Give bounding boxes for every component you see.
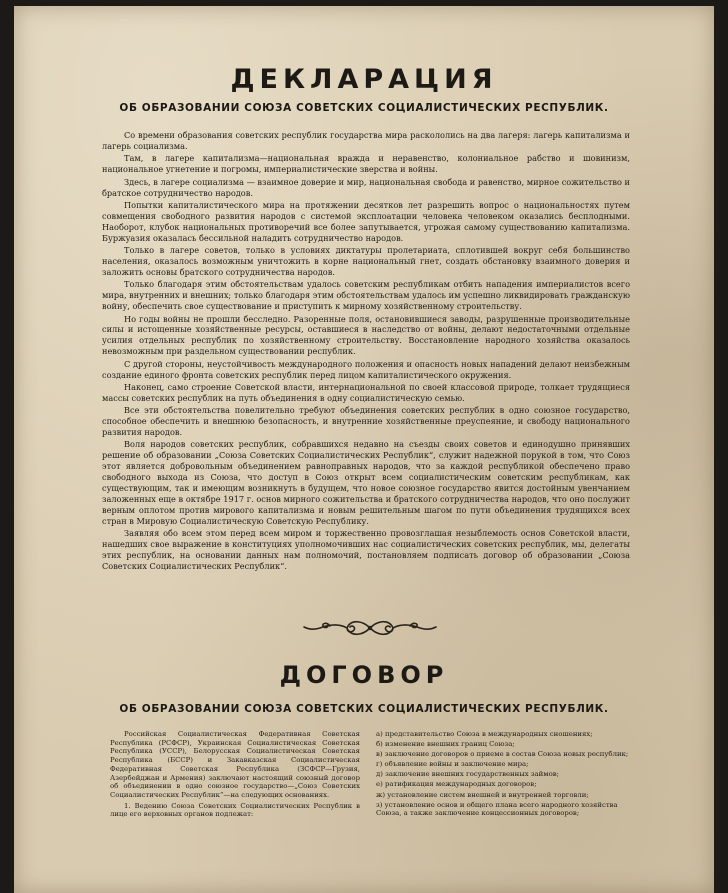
declaration-paragraph: С другой стороны, неустойчивость международного положения и опасность новых нападений делают неизбежным создание единого фронта советских республик перед лицом капиталистического окружения. — [102, 358, 630, 380]
declaration-paragraph: Воля народов советских республик, собравшихся недавно на съезды своих советов и единодушно принявших решение об образовании „Союза Советских Социалистических Республик“, служит надежной порукой в том, что Союз этот является добровольным объединением равноправных народов, что за каждой республикой обеспечено право свободного выхода из Союза, что доступ в Союз открыт всем социалистическим советским республикам, как существующим, так и имеющим возникнуть в будущем, что новое союзное государство явится достойным увенчанием заложенных еще в октябре 1917 г. основ мирного сожительства и братского сотрудничества народов, что оно послужит верным оплотом против мирового капитализма и новым решительным шагом по пути объединения трудящихся всех стран в Мировую Социалистическую Советскую Республику. — [102, 439, 630, 526]
treaty-clause: е) ратификация международных договоров; — [376, 780, 537, 789]
declaration-body — [102, 130, 630, 573]
treaty-subtitle: ОБ ОБРАЗОВАНИИ СОЮЗА СОВЕТСКИХ СОЦИАЛИСТИЧЕСКИХ РЕСПУБЛИК. — [119, 703, 609, 715]
treaty-preamble: Российская Социалистическая Федеративная Советская Республика (РСФСР), Украинская Социалистическая Советская Республика (УССР), Белорусская Социалистическая Советская Республика (БССР) и Закавказская Социалистическая Федеративная Советская Республика (ЗСФСР—Грузия, Азербейджан и Армения) заключают настоящий союзный договор об объединении в одно союзное государство—„Союз Советских Социалистических Республик“—на следующих основаниях. — [110, 730, 360, 799]
declaration-paragraph: Заявляя обо всем этом перед всем миром и торжественно провозглашая незыблемость основ Советской власти, нашедших свое выражение в конституциях уполномочивших нас социалистических советских республик, мы, делегаты этих республик, на основании данных нам полномочий, постановляем подписать договор об образовании „Союза Советских Социалистических Республик“. — [102, 528, 630, 571]
treaty-clause: в) заключение договоров о приеме в состав Союза новых республик; — [376, 750, 629, 759]
declaration-paragraph: Здесь, в лагере социализма — взаимное доверие и мир, национальная свобода и равенство, мирное сожительство и братское сотрудничество народов. — [102, 176, 630, 198]
treaty-left-column — [110, 730, 360, 821]
declaration-paragraph: Со времени образования советских республик государства мира раскололись на два лагеря: лагерь капитализма и лагерь социализма. — [102, 130, 630, 151]
declaration-paragraph: Наконец, само строение Советской власти, интернациональной по своей классовой природе, толкает трудящиеся массы советских республик на путь объединения в одну социалистическую семью. — [102, 381, 630, 403]
declaration-subtitle: ОБ ОБРАЗОВАНИИ СОЮЗА СОВЕТСКИХ СОЦИАЛИСТИЧЕСКИХ РЕСПУБЛИК. — [119, 102, 609, 114]
treaty-clause: б) изменение внешних границ Союза; — [376, 740, 515, 749]
treaty-title: ДОГОВОР — [279, 661, 449, 689]
declaration-paragraph: Все эти обстоятельства повелительно требуют объединения советских республик в одно союзное государство, способное обеспечить и внешнюю безопасность, и внутренние хозяйственные преуспеяние, и свободу национального развития народов. — [102, 405, 630, 438]
declaration-paragraph: Там, в лагере капитализма—национальная вражда и неравенство, колониальное рабство и шовинизм, национальное угнетение и погромы, империалистические зверства и войны. — [102, 153, 630, 175]
treaty-article-1: 1. Ведению Союза Советских Социалистических Республик в лице его верховных органов подлежат: — [110, 801, 360, 819]
treaty-clause: а) представительство Союза в международных сношениях; — [376, 730, 593, 738]
declaration-paragraph: Попытки капиталистического мира на протяжении десятков лет разрешить вопрос о национальностях путем совмещения свободного развития народов с системой эксплоатации человека человеком оказались бесплодными. Наоборот, клубок национальных противоречий все более запутывается, угрожая самому существованию капитализма. Буржуазия оказалась бессильной наладить сотрудничество народов. — [102, 199, 630, 243]
treaty-clause: г) объявление войны и заключение мира; — [376, 760, 529, 769]
declaration-paragraph: Только в лагере советов, только в условиях диктатуры пролетариата, сплотившей вокруг себя большинство населения, оказалось возможным уничтожить в корне национальный гнет, создать обстановку взаимного доверия и заложить основы братского сотрудничества народов. — [102, 245, 630, 277]
declaration-paragraph: Но годы войны не прошли бесследно. Разоренные поля, остановившиеся заводы, разрушенные производительные силы и истощенные хозяйственные ресурсы, оставшиеся в наследство от войны, делают недостаточными отдельные усилия отдельных республик по хозяйственному строительству. Восстановление народного хозяйства оказалось невозможным при раздельном существовании республик. — [102, 313, 630, 357]
treaty-clause: д) заключение внешних государственных займов; — [376, 770, 559, 779]
treaty-clause: ж) установление систем внешней и внутренней торговли; — [376, 790, 589, 799]
document-page — [14, 6, 714, 893]
declaration-paragraph: Только благодаря этим обстоятельствам удалось советским республикам отбить нападения империалистов всего мира, внутренних и внешних; только благодаря этим обстоятельствам удалось им успешно ликвидировать гражданскую войну, обеспечить свое существование и приступить к мирному хозяйственному строительству. — [102, 279, 630, 312]
declaration-title: ДЕКЛАРАЦИЯ — [230, 64, 498, 95]
scroll-ornament-icon — [300, 617, 440, 639]
treaty-clause: з) установление основ и общего плана всего народного хозяйства Союза, а также заключение концессионных договоров; — [376, 800, 618, 818]
treaty-right-column — [376, 730, 638, 819]
